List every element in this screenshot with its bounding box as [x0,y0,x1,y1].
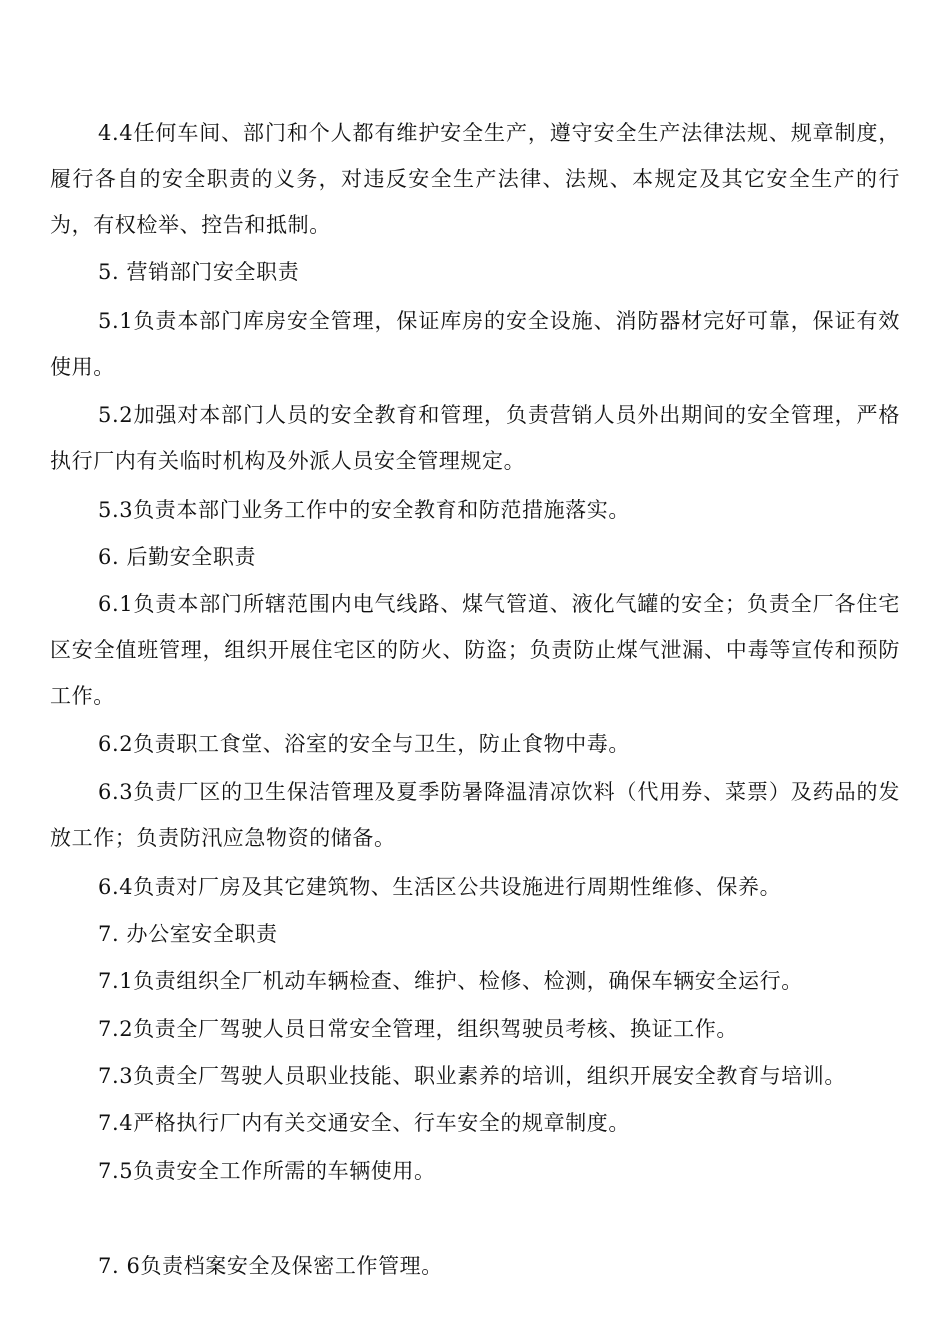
paragraph-6-3: 6.3负责厂区的卫生保洁管理及夏季防暑降温清凉饮料（代用券、菜票）及药品的发放工作；负责防汛应急物资的储备。 [50,780,900,850]
heading-section-7: 7. 办公室安全职责 [98,922,278,946]
paragraph-7-2: 7.2负责全厂驾驶人员日常安全管理，组织驾驶员考核、换证工作。 [98,1017,738,1041]
heading-section-5: 5. 营销部门安全职责 [98,260,300,284]
paragraph-6-2: 6.2负责职工食堂、浴室的安全与卫生，防止食物中毒。 [98,732,630,756]
paragraph-5-3: 5.3负责本部门业务工作中的安全教育和防范措施落实。 [98,498,630,522]
paragraph-7-6: 7. 6负责档案安全及保密工作管理。 [98,1254,443,1278]
paragraph-5-1: 5.1负责本部门库房安全管理，保证库房的安全设施、消防器材完好可靠，保证有效使用。 [50,309,900,379]
paragraph-7-3: 7.3负责全厂驾驶人员职业技能、职业素养的培训，组织开展安全教育与培训。 [98,1064,846,1088]
paragraph-6-1: 6.1负责本部门所辖范围内电气线路、煤气管道、液化气罐的安全；负责全厂各住宅区安全值班管理，组织开展住宅区的防火、防盗；负责防止煤气泄漏、中毒等宣传和预防工作。 [50,592,900,708]
paragraph-7-4: 7.4严格执行厂内有关交通安全、行车安全的规章制度。 [98,1111,630,1135]
paragraph-5-2: 5.2加强对本部门人员的安全教育和管理，负责营销人员外出期间的安全管理，严格执行厂内有关临时机构及外派人员安全管理规定。 [50,403,900,473]
paragraph-6-4: 6.4负责对厂房及其它建筑物、生活区公共设施进行周期性维修、保养。 [98,875,782,899]
paragraph-7-5: 7.5负责安全工作所需的车辆使用。 [98,1159,436,1183]
paragraph-7-1: 7.1负责组织全厂机动车辆检查、维护、检修、检测，确保车辆安全运行。 [98,969,803,993]
heading-section-6: 6. 后勤安全职责 [98,545,257,569]
paragraph-4-4: 4.4任何车间、部门和个人都有维护安全生产，遵守安全生产法律法规、规章制度，履行各自的安全职责的义务，对违反安全生产法律、法规、本规定及其它安全生产的行为，有权检举、控告和抵制。 [50,121,900,237]
